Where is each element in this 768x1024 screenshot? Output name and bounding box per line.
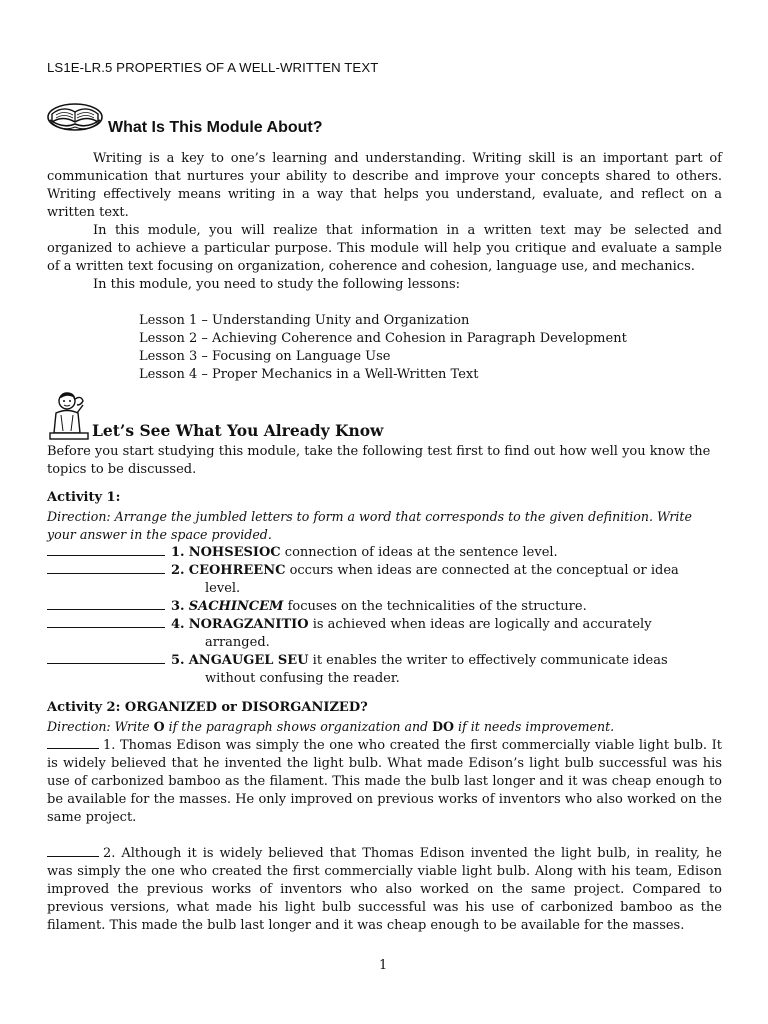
lesson-item: Lesson 2 – Achieving Coherence and Cohesion in Paragraph Development xyxy=(139,331,627,346)
answer-blank[interactable] xyxy=(47,652,165,664)
definition: it enables the writer to effectively communicate ideas xyxy=(312,653,668,668)
module-about-text xyxy=(47,150,722,294)
open-book-icon xyxy=(46,96,104,136)
section-title-already-know: Let’s See What You Already Know xyxy=(92,421,384,440)
definition-continued: without confusing the reader. xyxy=(205,671,400,686)
paragraph-1: Writing is a key to one’s learning and understanding. Writing skill is an important part of communication that nurtures your ability to describe and improve your concepts shared to others. Writing effectively means writing in a way that helps you understand, evaluate, and reflect on a written text. xyxy=(47,151,722,220)
activity-2-paragraph xyxy=(47,737,722,827)
definition: connection of ideas at the sentence level. xyxy=(284,545,558,560)
activity-2-title: Activity 2: ORGANIZED or DISORGANIZED? xyxy=(47,700,368,715)
page-number: 1 xyxy=(379,958,388,973)
answer-blank[interactable] xyxy=(47,845,99,857)
jumbled-word: NOHSESIOC xyxy=(188,545,281,560)
activity-1-item: 4. NORAGZANITIO is achieved when ideas are logically and accurately arranged. xyxy=(47,616,737,652)
answer-blank[interactable] xyxy=(47,544,165,556)
jumbled-word: CEOHREENC xyxy=(188,563,286,578)
jumbled-word: SACHINCEM xyxy=(188,599,284,614)
jumbled-word: ANGAUGEL SEU xyxy=(188,653,309,668)
definition: focuses on the technicalities of the structure. xyxy=(287,599,587,614)
section-title-module-about: What Is This Module About? xyxy=(108,119,323,136)
paragraph-text: 1. Thomas Edison was simply the one who created the first commercially viable light bulb. It is widely believed that he invented the light bulb. What made Edison’s light bulb successful was his use of carbonized bamboo as the filament. This made the bulb last longer and it was cheap enough to be available for the masses. He only improved on previous works of inventors who also worked on the same project. xyxy=(47,738,722,825)
activity-2-paragraph xyxy=(47,845,722,935)
lesson-item: Lesson 3 – Focusing on Language Use xyxy=(139,349,391,364)
activity-1-direction: Direction: Arrange the jumbled letters to form a word that corresponds to the given definition. Write your answer in the space provided. xyxy=(47,509,692,542)
answer-blank[interactable] xyxy=(47,737,99,749)
definition-continued: arranged. xyxy=(205,635,270,650)
definition: is achieved when ideas are logically and accurately xyxy=(312,617,652,632)
paragraph-3: In this module, you need to study the following lessons: xyxy=(93,277,461,292)
paragraph-2: In this module, you will realize that information in a written text may be selected and organized to achieve a particular purpose. This module will help you critique and evaluate a sample of a written text focusing on organization, coherence and cohesion, language use, and mechanics. xyxy=(47,223,722,274)
definition-continued: level. xyxy=(205,581,241,596)
activity-1-item: 1. NOHSESIOC connection of ideas at the sentence level. xyxy=(47,544,737,562)
activity-1-item: 5. ANGAUGEL SEU it enables the writer to effectively communicate ideas without confusing the reader. xyxy=(47,652,737,688)
paragraph-text: 2. Although it is widely believed that Thomas Edison invented the light bulb, in reality, he was simply the one who created the first commercially viable light bulb. Along with his team, Edison improved the previous works of inventors who also worked on the same project. Compared to previous versions, what made his light bulb successful was his use of carbonized bamboo as the filament. This made the bulb last longer and it was cheap enough to be available for the masses. xyxy=(47,846,722,933)
answer-blank[interactable] xyxy=(47,616,165,628)
answer-blank[interactable] xyxy=(47,562,165,574)
lesson-item: Lesson 4 – Proper Mechanics in a Well-Written Text xyxy=(139,367,479,382)
activity-1-item: 3. SACHINCEM focuses on the technicalities of the structure. xyxy=(47,598,737,616)
activity-2-direction: Direction: Write O if the paragraph shows organization and DO if it needs improvement. xyxy=(47,719,615,734)
answer-blank[interactable] xyxy=(47,598,165,610)
lesson-list xyxy=(139,312,739,384)
activity-1-title: Activity 1: xyxy=(47,490,121,505)
definition: occurs when ideas are connected at the conceptual or idea xyxy=(289,563,679,578)
activity-1-item: 2. CEOHREENC occurs when ideas are connected at the conceptual or idea level. xyxy=(47,562,737,598)
pretest-intro: Before you start studying this module, take the following test first to find out how well you know the topics to be discussed. xyxy=(47,444,711,477)
thinking-person-icon xyxy=(47,389,91,441)
lesson-item: Lesson 1 – Understanding Unity and Organization xyxy=(139,313,470,328)
jumbled-word: NORAGZANITIO xyxy=(188,617,309,632)
module-code-header: LS1E-LR.5 PROPERTIES OF A WELL-WRITTEN TEXT xyxy=(47,60,379,75)
